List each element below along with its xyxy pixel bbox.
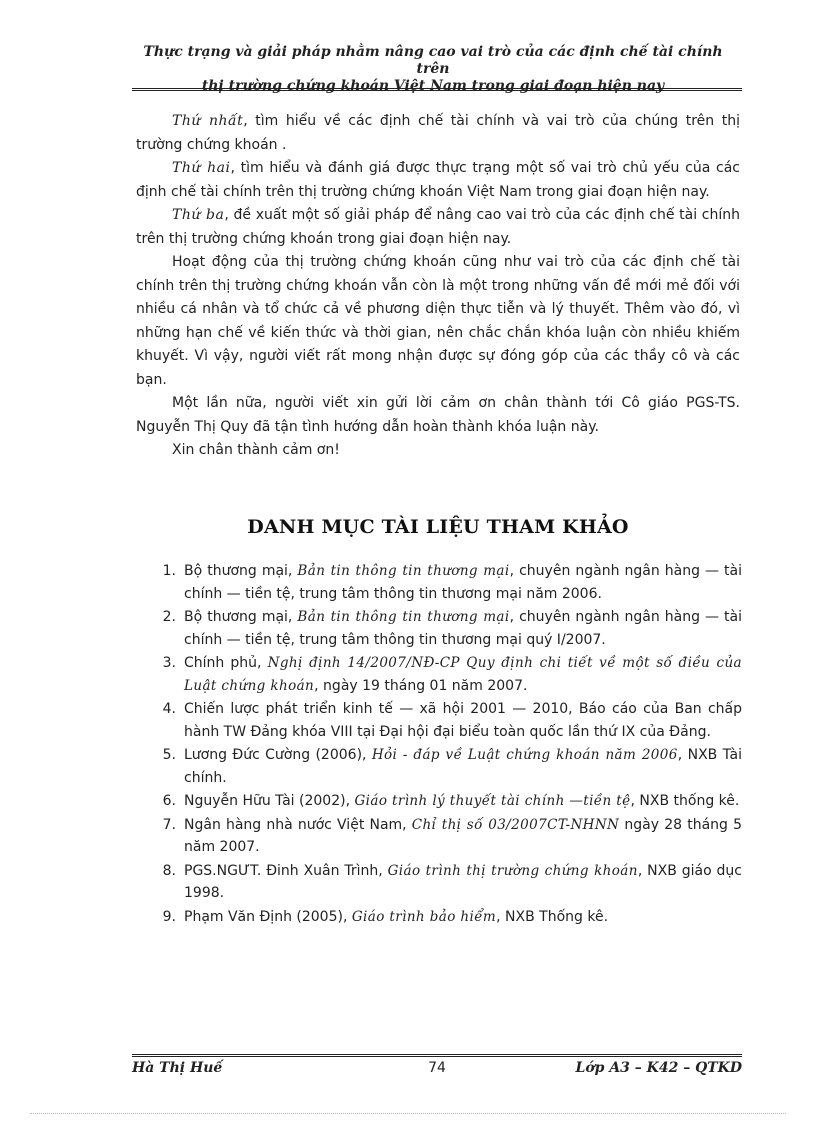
footer-author: Hà Thị Huế bbox=[132, 1060, 223, 1076]
reference-number: 2. bbox=[162, 609, 176, 625]
reference-number: 1. bbox=[162, 563, 176, 579]
footer-divider bbox=[132, 1054, 742, 1057]
header-line-1: Thực trạng và giải pháp nhằm nâng cao vai trò của các định chế tài chính trên bbox=[143, 44, 723, 77]
paragraph bbox=[136, 204, 740, 251]
paragraph-text: , tìm hiểu về các định chế tài chính và vai trò của chúng trên thị trường chứng khoán . bbox=[136, 113, 740, 153]
paragraph-text: , đề xuất một số giải pháp để nâng cao vai trò của các định chế tài chính trên thị trường chứng khoán trong giai đoạn hiện nay. bbox=[136, 207, 741, 247]
reference-text: Chiến lược phát triển kinh tế — xã hội 2001 — 2010, Báo cáo của Ban chấp hành TW Đảng khóa VIII tại Đại hội đại biểu toàn quốc lần thứ IX của Đảng. bbox=[184, 701, 742, 740]
reference-number: 7. bbox=[162, 816, 176, 833]
reference-item bbox=[150, 906, 742, 929]
reference-text: PGS.NGƯT. Đinh Xuân Trình, Giáo trình thị trường chứng khoán, NXB giáo dục 1998. bbox=[184, 862, 742, 901]
page-number: 74 bbox=[428, 1060, 446, 1076]
paragraph-text: Một lần nữa, người viết xin gửi lời cảm ơn chân thành tới Cô giáo PGS-TS. Nguyễn Thị Quy đã tận tình hướng dẫn hoàn thành khóa luận này. bbox=[136, 395, 740, 435]
paragraph bbox=[136, 157, 740, 204]
reference-item bbox=[150, 814, 742, 859]
header-divider bbox=[132, 88, 742, 91]
header-line-2: thị trường chứng khoán Việt Nam trong giai đoạn hiện nay bbox=[201, 78, 665, 94]
reference-item bbox=[150, 860, 742, 905]
reference-text: Ngân hàng nhà nước Việt Nam, Chỉ thị số 03/2007CT-NHNN ngày 28 tháng 5 năm 2007. bbox=[184, 816, 742, 855]
body-text bbox=[136, 110, 740, 463]
reference-number: 3. bbox=[162, 655, 176, 671]
reference-item bbox=[150, 790, 742, 813]
reference-number: 9. bbox=[162, 908, 176, 925]
footer-class: Lớp A3 – K42 – QTKD bbox=[575, 1060, 742, 1076]
paragraph bbox=[136, 392, 740, 439]
reference-text: Chính phủ, Nghị định 14/2007/NĐ-CP Quy định chi tiết về một số điều của Luật chứng khoán, ngày 19 tháng 01 năm 2007. bbox=[184, 655, 742, 694]
paragraph-lead: Thứ ba bbox=[172, 207, 225, 223]
reference-item bbox=[150, 744, 742, 789]
reference-number: 8. bbox=[162, 862, 176, 879]
reference-text: Bộ thương mại, Bản tin thông tin thương mại, chuyên ngành ngân hàng — tài chính — tiền tệ, trung tâm thông tin thương mại năm 2006. bbox=[184, 563, 742, 602]
reference-number: 4. bbox=[162, 701, 176, 717]
reference-list bbox=[150, 560, 742, 929]
paragraph-lead: Thứ nhất bbox=[172, 113, 244, 129]
running-footer bbox=[132, 1060, 742, 1080]
reference-number: 6. bbox=[162, 793, 176, 809]
paragraph bbox=[136, 439, 740, 463]
paragraph-text: Hoạt động của thị trường chứng khoán cũng như vai trò của các định chế tài chính trên thị trường chứng khoán vẫn còn là một trong những vấn đề mới mẻ đối với nhiều cá nhân và tổ chức cả về phương diện thực tiễn và lý thuyết. Thêm vào đó, vì những hạn chế về kiến thức và thời gian, nên chắc chắn khóa luận còn nhiều khiếm khuyết. Vì vậy, người viết rất mong nhận được sự đóng góp của các thầy cô và các bạn. bbox=[136, 254, 740, 388]
paragraph-lead: Thứ hai bbox=[172, 160, 231, 176]
reference-number: 5. bbox=[162, 747, 176, 763]
reference-item bbox=[150, 560, 742, 605]
reference-item bbox=[150, 652, 742, 697]
reference-text: Lương Đức Cường (2006), Hỏi - đáp về Luật chứng khoán năm 2006, NXB Tài chính. bbox=[184, 747, 743, 786]
reference-text: Nguyễn Hữu Tài (2002), Giáo trình lý thuyết tài chính —tiền tệ, NXB thống kê. bbox=[184, 793, 740, 809]
paragraph-text: Xin chân thành cảm ơn! bbox=[172, 442, 340, 458]
paragraph bbox=[136, 110, 740, 157]
page-edge-divider bbox=[30, 1113, 786, 1114]
reference-text: Phạm Văn Định (2005), Giáo trình bảo hiểm, NXB Thống kê. bbox=[184, 908, 609, 925]
reference-item bbox=[150, 606, 742, 651]
section-title: DANH MỤC TÀI LIỆU THAM KHẢO bbox=[247, 516, 629, 538]
reference-text: Bộ thương mại, Bản tin thông tin thương mại, chuyên ngành ngân hàng — tài chính — tiền tệ, trung tâm thông tin thương mại quý I/2007. bbox=[184, 609, 742, 648]
reference-item bbox=[150, 698, 742, 743]
paragraph bbox=[136, 251, 740, 392]
paragraph-text: , tìm hiểu và đánh giá được thực trạng một số vai trò chủ yếu của các định chế tài chính trên thị trường chứng khoán Việt Nam trong giai đoạn hiện nay. bbox=[136, 160, 740, 200]
